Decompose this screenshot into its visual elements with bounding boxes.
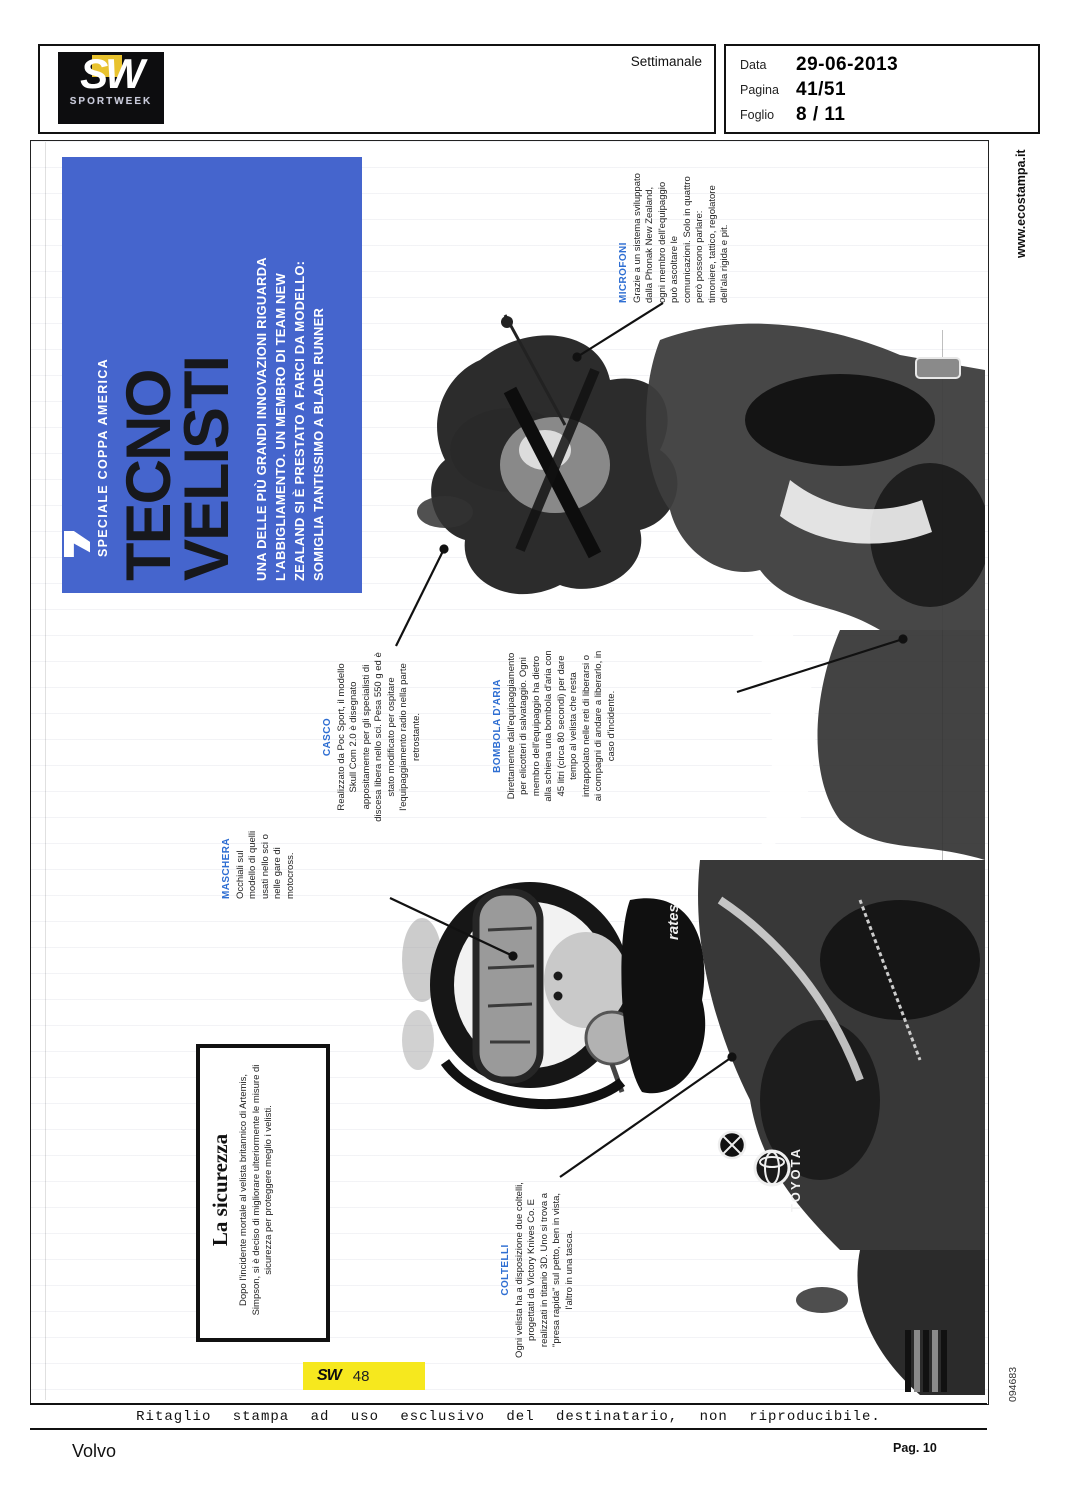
info-row-data [740,52,898,78]
ecostampa-watermark: www.ecostampa.it [1014,149,1028,258]
title-line-2: VELISTI [172,356,242,581]
badge-sw-logo: SW [317,1367,341,1384]
title-line-1: TECNO [114,370,184,581]
callout-text: Ogni velista ha a disposizione due coltelli, progettati da Victory Knives Co. E realizzati in titanio 3D. Uno si trova a "presa rapida" sul petto, ben in vista, l'altro in una tasca. [513,1182,575,1358]
vest-sponsor-fragment: rates [665,904,682,940]
logo-sw-text: SW [80,50,142,97]
article-title [114,159,242,581]
callout-maschera [221,815,297,899]
callout-text: Realizzato da Poc Sport, il modello Skull Com 2.0 è disegnato appositamente per gli specialisti di discesa libera nello sci. Pesa 550 g ed è stato modificato per ospitare l'equipaggiamento radio nella parte retrostante. [335,652,422,822]
logo-sportweek-text: SPORTWEEK [69,96,153,107]
toyota-text: TOYOTA [788,1147,803,1212]
callout-text: Direttamente dall'equipaggiamento per elicotteri di salvataggio. Ogni membro dell'equipaggio ha dietro alla schiena una bombola d'aria con 45 litri (circa 80 secondi) per dare tempo al velista che resta intrappolato nelle reti di liberarsi o ai compagni di andare a liberarlo, in caso d'incidente. [505,650,617,802]
info-label: Foglio [740,108,775,122]
safety-box-content [208,1054,318,1326]
scan-fold-line [45,142,46,1400]
callout-label: CASCO [322,717,333,757]
disclaimer-strip: Ritaglio stampa ad uso esclusivo del destinatario, non riproducibile. [30,1403,987,1430]
callout-text: Occhiali sul modello di quelli usati nello sci o nelle gare di motocross. [234,830,296,899]
sportweek-logo [58,52,164,124]
badge-page-number: 48 [352,1367,370,1385]
report-page-number: Pag. 10 [893,1441,937,1455]
seven-logo-icon [64,531,90,557]
info-label: Pagina [740,83,779,97]
callout-label: BOMBOLA D'ARIA [492,679,503,773]
info-label: Data [740,58,767,72]
info-value: 8 / 11 [796,104,846,125]
callout-label: MASCHERA [221,838,232,899]
sailors-photo [360,300,985,1400]
info-value: 29-06-2013 [796,54,899,75]
clipping-info-box [724,44,1040,134]
article-standfirst: UNA DELLE PIÙ GRANDI INNOVAZIONI RIGUARDA L'ABBIGLIAMENTO. UN MEMBRO DI TEAM NEW ZEALAND SI È PRESTATO A FARCI DA MODELLO: SOMIGLIA TANTISSIMO A BLADE RUNNER [254,257,326,581]
safety-box-title: La sicurezza [208,1133,232,1247]
goggles-shape [476,892,540,1080]
info-row-pagina [740,77,846,103]
callout-text: Grazie a un sistema sviluppato dalla Phonak New Zealand, ogni membro dell'equipaggio può ascoltare le comunicazioni. Solo in quattro però possono parlare: timoniere, tattico, regolatore dell'ala rigida e pit. [631,173,730,303]
callout-coltelli [500,1182,576,1358]
callout-label: MICROFONI [618,242,629,303]
safety-box-text: Dopo l'incidente mortale al velista britannico di Artemis, Simpson, si è deciso di migliorare ulteriormente le misure di sicurezza per proteggere meglio i velisti. [238,1064,274,1316]
info-row-foglio [740,102,846,128]
callout-bombola [492,650,618,802]
frequency-label: Settimanale [630,54,702,69]
clipping-code: 094683 [1007,1366,1019,1402]
article-header-rotated-content [64,159,362,591]
article-kicker: SPECIALE COPPA AMERICA [96,358,110,557]
callout-label: COLTELLI [500,1244,511,1296]
masthead-box [38,44,716,134]
magazine-page-badge [303,1362,425,1390]
client-name: Volvo [72,1441,117,1461]
callout-casco [322,652,423,822]
callout-microfoni [618,171,732,303]
info-value: 41/51 [796,79,847,100]
